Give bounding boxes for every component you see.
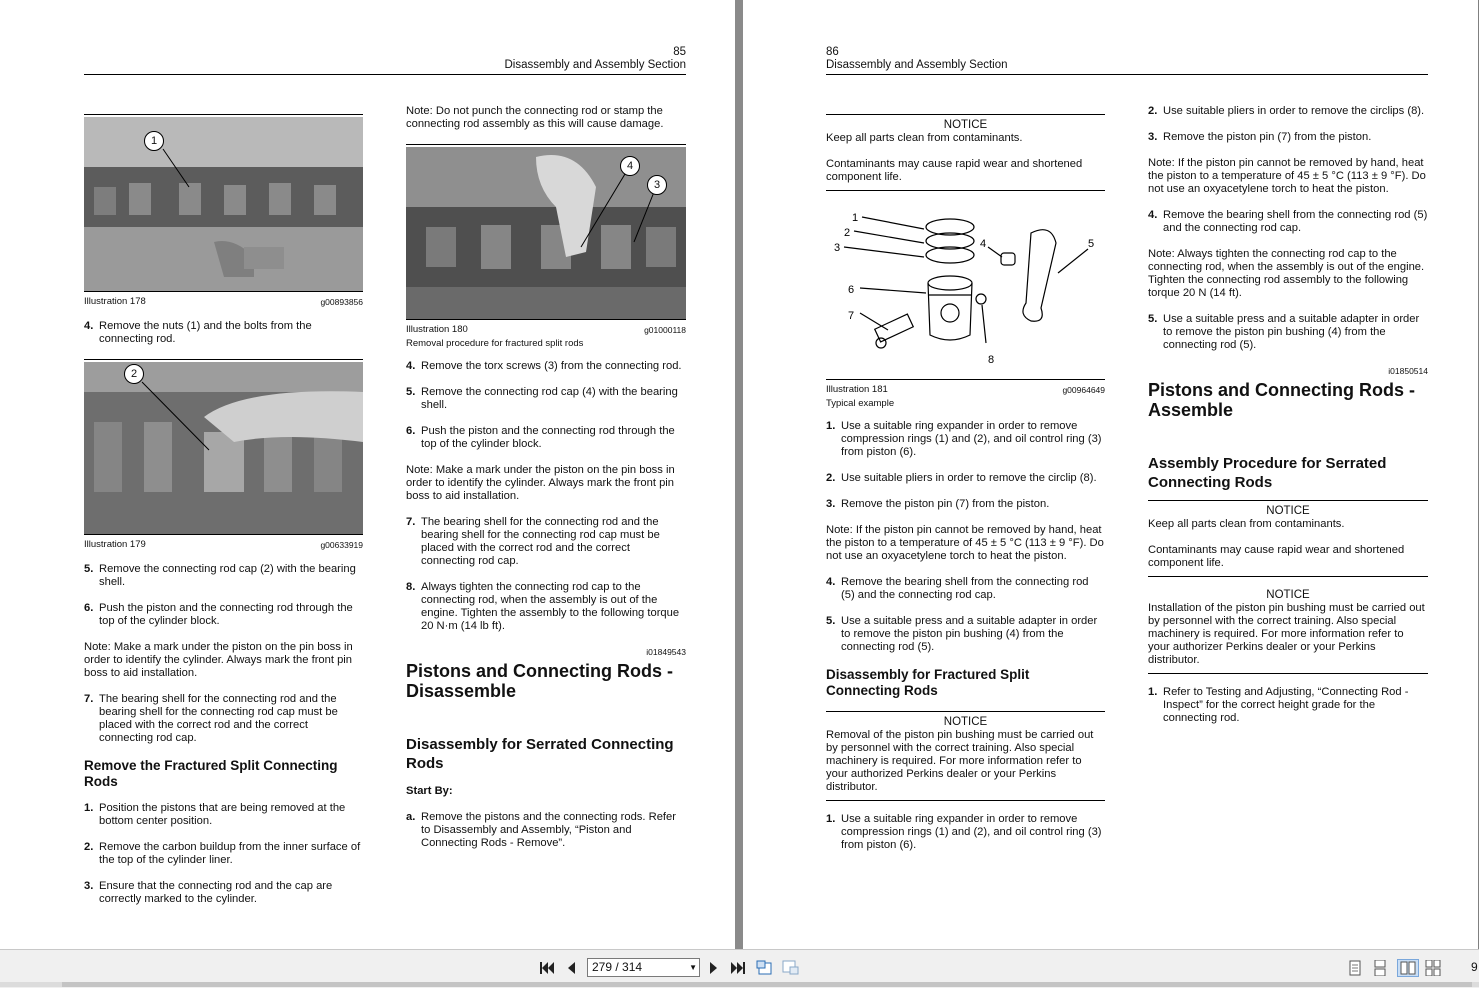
engine-photo-graphic [84, 117, 363, 291]
step-item: 4. Remove the torx screws (3) from the connecting rod. [406, 360, 682, 372]
step-item: 4. Remove the nuts (1) and the bolts from the connecting rod. [84, 320, 312, 345]
step-item: 1. Refer to Testing and Adjusting, “Connecting Rod - Inspect” for the correct height grade for the connecting rod. [1148, 686, 1409, 724]
notice-box [826, 711, 1105, 801]
step-item: 6. Push the piston and the connecting rod through the top of the cylinder block. [84, 602, 353, 627]
diagram-label-1: 1 [852, 212, 859, 224]
engine-photo-180 [406, 147, 686, 319]
section-title: Disassembly and Assembly Section [504, 59, 686, 71]
engine-photo-graphic [406, 147, 686, 319]
prev-view-icon[interactable] [756, 959, 774, 977]
section-heading: Remove the Fractured Split Connecting Rods [84, 758, 338, 789]
illustration-179 [84, 359, 363, 551]
note: Note: Make a mark under the piston on the pin boss in order to identify the cylinder. Always mark the front pin boss to aid installation. [406, 464, 675, 502]
page-number: 86 [826, 46, 839, 58]
step-item: 7. The bearing shell for the connecting rod and the bearing shell for the connecting rod cap must be placed with the correct rod and the correct connecting rod cap. [84, 693, 338, 744]
page-number-value: 279 / 314 [592, 960, 643, 974]
step-item: 2. Use suitable pliers in order to remove the circlip (8). [826, 472, 1097, 484]
page-separator [735, 0, 743, 949]
illustration-code: g01000118 [644, 325, 686, 335]
step-item: 1. Use a suitable ring expander in order to remove compression rings (1) and (2), and oil control ring (3) from piston (6). [826, 813, 1102, 851]
callout-4: 4 [620, 156, 640, 176]
step-item: 3. Remove the piston pin (7) from the piston. [826, 498, 1050, 510]
page-header [84, 46, 686, 72]
step-item: a. Remove the pistons and the connecting rods. Refer to Disassembly and Assembly, “Piston and Connecting Rods - Remove”. [406, 811, 676, 849]
chevron-down-icon[interactable]: ▼ [689, 963, 697, 972]
step-item: 1. Use a suitable ring expander in order to remove compression rings (1) and (2), and oil control ring (3) from piston (6). [826, 420, 1102, 458]
first-page-icon[interactable] [538, 959, 556, 977]
callout-1: 1 [144, 131, 164, 151]
step-item: 4. Remove the bearing shell from the connecting rod (5) and the connecting rod cap. [826, 576, 1089, 601]
illustration-label: Illustration 180 [406, 324, 468, 335]
zoom-level[interactable]: 9 [1471, 960, 1478, 974]
diagram-label-8: 8 [988, 354, 995, 366]
illustration-code: g00964649 [1062, 385, 1105, 395]
notice-box [826, 114, 1105, 191]
step-item: 5. Remove the connecting rod cap (4) with the bearing shell. [406, 386, 678, 411]
diagram-label-2: 2 [844, 227, 851, 239]
step-item: 4. Remove the bearing shell from the connecting rod (5) and the connecting rod cap. [1148, 209, 1428, 234]
scrollbar-thumb[interactable] [62, 982, 1472, 987]
note: Note: Always tighten the connecting rod cap to the connecting rod, when the assembly is out of the engine. Tighten the connecting rod assembly to the following torque 20 N (14 ft). [1148, 248, 1425, 299]
notice-text: Keep all parts clean from contaminants. [826, 132, 1023, 144]
start-by-label: Start By: [406, 785, 453, 797]
step-item: 5. Use a suitable press and a suitable adapter in order to remove the piston pin bushing (4) from the connecting rod (5). [826, 615, 1098, 653]
illustration-code: g00893856 [320, 297, 363, 307]
step-item: 2. Use suitable pliers in order to remove the circlips (8). [1148, 105, 1425, 117]
reference-id: i01849543 [646, 647, 686, 657]
piston-diagram [826, 203, 1105, 379]
right-column-2 [1148, 105, 1428, 738]
notice-title: NOTICE [943, 119, 988, 131]
diagram-label-3: 3 [834, 242, 841, 254]
left-page [0, 0, 735, 949]
notice-text: Contaminants may cause rapid wear and shortened component life. [826, 158, 1083, 183]
callout-2: 2 [124, 364, 144, 384]
diagram-label-5: 5 [1088, 238, 1095, 250]
note: Note: If the piston pin cannot be removed by hand, heat the piston to a temperature of 45 ± 5 °C (113 ± 9 °F). Do not use an oxyacetylene torch to heat the piston. [1148, 157, 1426, 195]
next-view-icon[interactable] [782, 959, 800, 977]
callout-3: 3 [647, 175, 667, 195]
notice-text: Installation of the piston pin bushing must be carried out by personnel with the correct training. Also special machinery is required. For more information refer to your authorizer Perkins dealer or your Perkins distributor. [1148, 602, 1425, 666]
subsection-title: Assembly Procedure for Serrated Connecting Rods [1148, 455, 1387, 491]
reference-id: i01850514 [1388, 366, 1428, 376]
notice-title: NOTICE [1266, 505, 1310, 517]
page-section-title: Pistons and Connecting Rods - Disassemble [406, 661, 674, 701]
right-page [743, 0, 1478, 949]
step-item: 5. Use a suitable press and a suitable adapter in order to remove the piston pin bushing (4) from the connecting rod (5). [1148, 313, 1420, 351]
left-column-1 [84, 114, 363, 919]
step-item: 3. Ensure that the connecting rod and the cap are correctly marked to the cylinder. [84, 880, 333, 905]
step-item: 6. Push the piston and the connecting rod through the top of the cylinder block. [406, 425, 675, 450]
diagram-label-7: 7 [848, 310, 855, 322]
note: Note: If the piston pin cannot be removed by hand, heat the piston to a temperature of 45 ± 5 °C (113 ± 9 °F). Do not use an oxyacetylene torch to heat the piston. [826, 524, 1104, 562]
horizontal-scrollbar[interactable] [0, 982, 1479, 987]
note: Note: Do not punch the connecting rod or stamp the connecting rod assembly as this will cause damage. [406, 105, 664, 130]
diagram-label-4: 4 [980, 238, 987, 250]
page-number-field[interactable] [587, 958, 700, 977]
illustration-178 [84, 114, 363, 308]
facing-icon[interactable] [1397, 959, 1419, 977]
piston-diagram-graphic [826, 203, 1105, 379]
last-page-icon[interactable] [729, 959, 747, 977]
header-rule [84, 74, 686, 75]
step-item: 1. Position the pistons that are being removed at the bottom center position. [84, 802, 346, 827]
notice-box [1148, 500, 1428, 577]
illustration-label: Illustration 179 [84, 539, 146, 550]
illustration-180 [406, 144, 686, 350]
notice-text: Contaminants may cause rapid wear and shortened component life. [1148, 544, 1405, 569]
subsection-title: Disassembly for Serrated Connecting Rods [406, 736, 674, 772]
page-header [826, 46, 1428, 72]
illustration-caption: Typical example [826, 398, 895, 409]
notice-text: Keep all parts clean from contaminants. [1148, 518, 1345, 530]
page-section-title: Pistons and Connecting Rods - Assemble [1148, 380, 1416, 420]
engine-photo-179 [84, 362, 363, 534]
section-title: Disassembly and Assembly Section [826, 59, 1008, 71]
illustration-label: Illustration 181 [826, 384, 888, 395]
note: Note: Make a mark under the piston on the pin boss in order to identify the cylinder. Always mark the front pin boss to aid installation. [84, 641, 353, 679]
engine-photo-178 [84, 117, 363, 291]
continuous-facing-icon[interactable] [1424, 959, 1442, 977]
left-column-2 [406, 105, 686, 863]
step-item: 8. Always tighten the connecting rod cap to the connecting rod, when the assembly is out of the engine. Tighten the assembly to the following torque 20 N·m (14 lb ft). [406, 581, 680, 632]
notice-title: NOTICE [1266, 589, 1310, 601]
illustration-caption: Removal procedure for fractured split rods [406, 338, 584, 349]
prev-page-icon[interactable] [562, 959, 580, 977]
right-column-1 [826, 114, 1105, 865]
illustration-label: Illustration 178 [84, 296, 146, 307]
step-item: 2. Remove the carbon buildup from the inner surface of the top of the cylinder liner. [84, 841, 361, 866]
notice-title: NOTICE [943, 716, 988, 728]
single-page-icon[interactable] [1346, 959, 1364, 977]
step-item: 5. Remove the connecting rod cap (2) with the bearing shell. [84, 563, 356, 588]
engine-photo-graphic [84, 362, 363, 534]
diagram-label-6: 6 [848, 284, 855, 296]
illustration-code: g00633919 [320, 540, 363, 550]
section-heading: Disassembly for Fractured Split Connecting Rods [826, 667, 1030, 698]
notice-text: Removal of the piston pin bushing must be carried out by personnel with the correct training. Also special machinery is required. For more information refer to your authorized Perkins dealer or your Perkins distributor. [826, 729, 1094, 793]
step-item: 3. Remove the piston pin (7) from the piston. [1148, 131, 1372, 143]
step-item: 7. The bearing shell for the connecting rod and the bearing shell for the connecting rod cap must be placed with the correct rod and the correct connecting rod cap. [406, 516, 660, 567]
next-page-icon[interactable] [705, 959, 723, 977]
header-rule [826, 74, 1428, 75]
notice-box [1148, 585, 1428, 674]
illustration-181 [826, 203, 1105, 410]
page-number: 85 [673, 46, 686, 58]
continuous-icon[interactable] [1371, 959, 1389, 977]
